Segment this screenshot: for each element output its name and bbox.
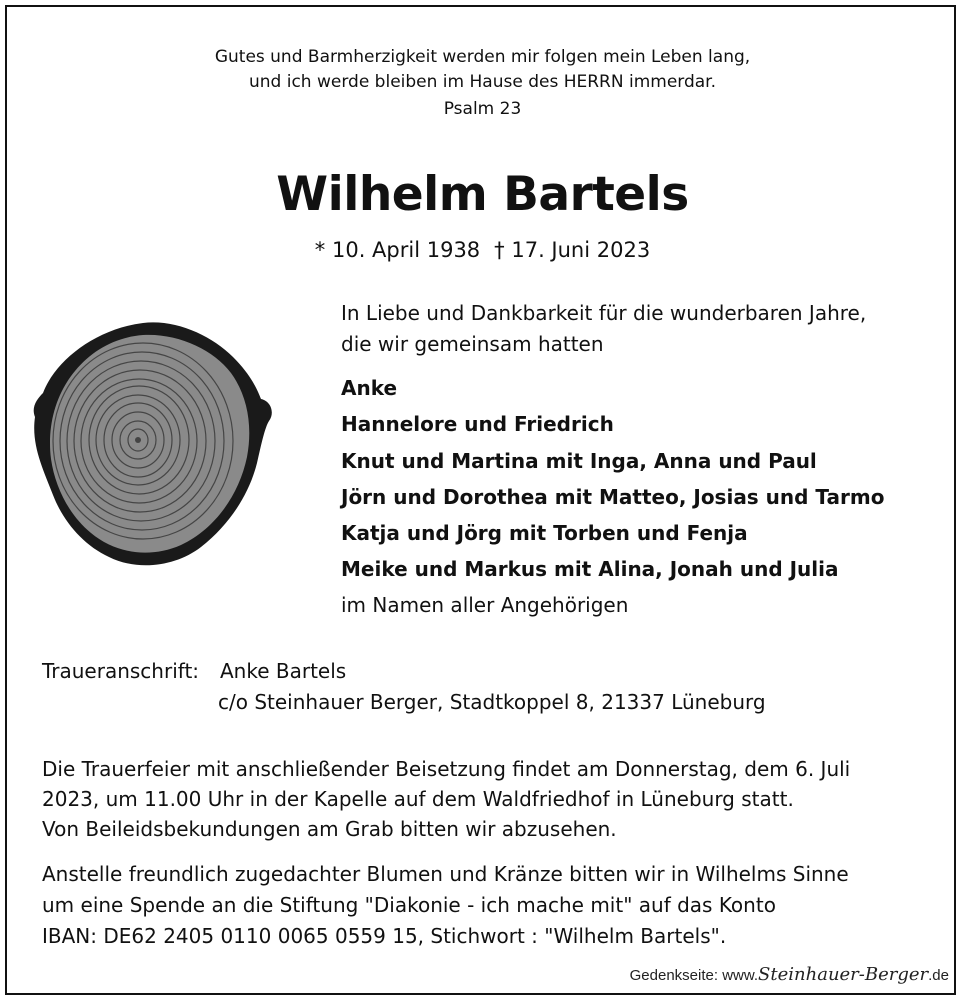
verse-line: und ich werde bleiben im Hause des HERRN immerdar. xyxy=(248,72,717,92)
verse-line: Gutes und Barmherzigkeit werden mir folgen mein Leben lang, xyxy=(214,47,751,67)
service-text: Von Beileidsbekundungen am Grab bitten wir abzusehen. xyxy=(42,817,617,841)
footer-suffix: .de xyxy=(928,967,949,984)
address-line: c/o Steinhauer Berger, Stadtkoppel 8, 21337 Lüneburg xyxy=(218,690,766,714)
mourner-line: Anke xyxy=(341,376,398,400)
closing-line: im Namen aller Angehörigen xyxy=(341,593,629,617)
death-date: † 17. Juni 2023 xyxy=(494,238,651,262)
donation-text: um eine Spende an die Stiftung "Diakonie - ich mache mit" auf das Konto xyxy=(42,893,776,917)
donation-text: Anstelle freundlich zugedachter Blumen und Kränze bitten wir in Wilhelms Sinne xyxy=(42,862,849,886)
address-name: Anke Bartels xyxy=(220,659,347,683)
verse-reference: Psalm 23 xyxy=(443,99,522,119)
donation-text: IBAN: DE62 2405 0110 0065 0559 15, Stichwort : "Wilhelm Bartels". xyxy=(42,924,727,948)
thanks-line: In Liebe und Dankbarkeit für die wunderbaren Jahre, xyxy=(341,301,867,325)
mourner-line: Jörn und Dorothea mit Matteo, Josias und Tarmo xyxy=(341,485,885,509)
mourner-line: Hannelore und Friedrich xyxy=(341,412,614,436)
thanks-line: die wir gemeinsam hatten xyxy=(341,332,604,356)
tree-rings-icon xyxy=(25,295,275,575)
mourner-line: Meike und Markus mit Alina, Jonah und Julia xyxy=(341,557,839,581)
footer-brand: Steinhauer-Berger xyxy=(758,964,929,985)
deceased-name: Wilhelm Bartels xyxy=(276,167,689,222)
mourner-line: Knut und Martina mit Inga, Anna und Paul xyxy=(341,449,817,473)
life-dates xyxy=(0,235,965,265)
mourner-line: Katja und Jörg mit Torben und Fenja xyxy=(341,521,748,545)
birth-date: * 10. April 1938 xyxy=(314,238,481,262)
service-text: 2023, um 11.00 Uhr in der Kapelle auf dem Waldfriedhof in Lüneburg statt. xyxy=(42,787,794,811)
address-label: Traueranschrift: xyxy=(42,659,200,683)
footer-prefix: Gedenkseite: www. xyxy=(629,967,759,984)
service-text: Die Trauerfeier mit anschließender Beisetzung findet am Donnerstag, dem 6. Juli xyxy=(42,757,851,781)
memorial-page-link[interactable] xyxy=(630,963,949,988)
